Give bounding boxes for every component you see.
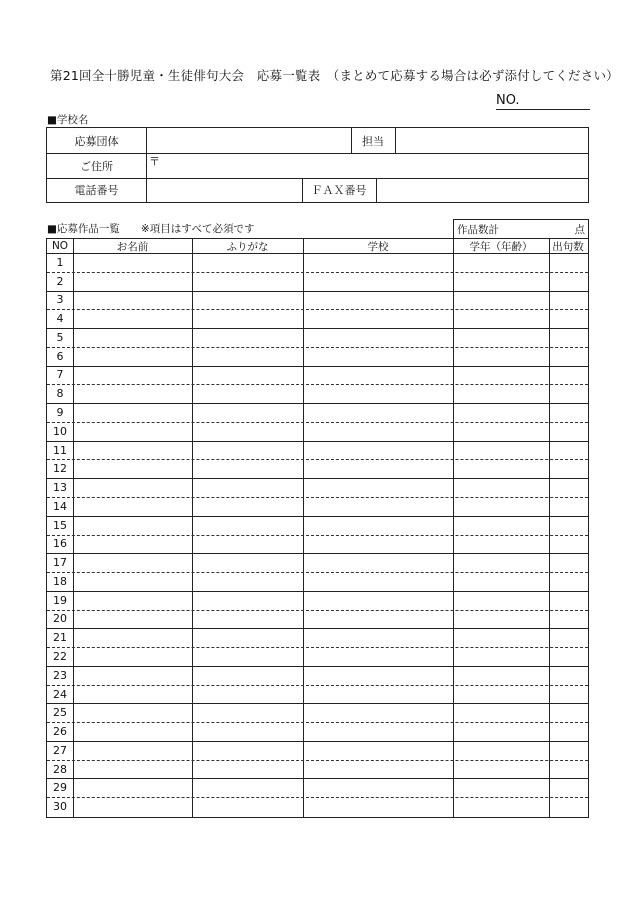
row-divider [47, 685, 588, 686]
col-divider [453, 239, 454, 817]
row-number: 26 [53, 725, 67, 739]
postal-mark: 〒 [149, 155, 160, 168]
row-number: 14 [53, 499, 67, 513]
contact-label: 担当 [362, 134, 384, 148]
row-divider [47, 384, 588, 385]
row-divider [47, 422, 588, 423]
row-number: 10 [53, 424, 67, 438]
row-number: 22 [53, 649, 67, 663]
col-divider [192, 239, 193, 817]
row-divider [47, 535, 588, 536]
row-number: 5 [56, 330, 64, 344]
row-divider [47, 553, 588, 554]
row-number: 27 [53, 743, 67, 757]
col-divider [73, 239, 74, 817]
row-number: 1 [56, 255, 64, 269]
row-number: 16 [53, 537, 67, 551]
row-divider [47, 441, 588, 442]
row-divider [47, 328, 588, 329]
row-divider [47, 647, 588, 648]
row-number: 7 [56, 368, 64, 382]
row-divider [47, 778, 588, 779]
row-number: 29 [53, 781, 67, 795]
row-number: 15 [53, 518, 67, 532]
row-number: 17 [53, 556, 67, 570]
row-divider [47, 760, 588, 761]
fax-label: ＦＡＸ番号 [311, 184, 367, 197]
row-number: 6 [56, 349, 64, 363]
row-number: 18 [53, 574, 67, 588]
row-divider [47, 572, 588, 573]
row-divider [47, 703, 588, 704]
work-count-label: 作品数計 [457, 224, 499, 236]
row-number: 24 [53, 687, 67, 701]
column-header-no: NO [51, 240, 69, 252]
col-divider [303, 239, 304, 817]
row-number: 4 [56, 312, 64, 326]
entries-table [46, 238, 589, 818]
phone-label: 電話番号 [74, 184, 119, 197]
row-divider [47, 666, 588, 667]
fax-field[interactable] [377, 178, 587, 202]
row-number: 2 [56, 274, 64, 288]
column-header-furigana: ふりがな [226, 240, 269, 253]
column-header-count: 出句数 [552, 240, 584, 253]
row-divider [47, 741, 588, 742]
row-divider [47, 272, 588, 273]
column-header-grade: 学年（年齢） [469, 240, 533, 253]
page-title: 第21回全十勝児童・生徒俳句大会 応募一覧表 （まとめて応募する場合は必ず添付してください） [50, 68, 619, 83]
row-number: 3 [56, 293, 64, 307]
group-field[interactable] [147, 128, 351, 153]
work-count-box[interactable] [453, 219, 589, 238]
row-divider [47, 366, 588, 367]
row-divider [47, 403, 588, 404]
address-field[interactable] [147, 153, 587, 178]
row-divider [47, 591, 588, 592]
row-number: 8 [56, 387, 64, 401]
row-number: 30 [53, 800, 67, 814]
row-divider [47, 459, 588, 460]
row-divider [47, 516, 588, 517]
row-number: 28 [53, 762, 67, 776]
work-count-unit: 点 [574, 224, 585, 236]
row-number: 11 [53, 443, 67, 457]
row-number: 19 [53, 593, 67, 607]
group-label: 応募団体 [74, 134, 119, 148]
row-number: 13 [53, 481, 67, 495]
form-number-label: NO. [496, 93, 590, 110]
row-number: 25 [53, 706, 67, 720]
school-info-table [46, 127, 589, 203]
row-divider [47, 722, 588, 723]
address-label: ご住所 [80, 159, 113, 173]
row-divider [47, 797, 588, 798]
row-number: 20 [53, 612, 67, 626]
phone-field[interactable] [147, 178, 302, 202]
entries-section-heading: ■応募作品一覧 ※項目はすべて必須です [47, 223, 255, 235]
contact-field[interactable] [396, 128, 588, 153]
row-divider [47, 610, 588, 611]
col-divider [549, 239, 550, 817]
row-divider [47, 347, 588, 348]
column-header-school: 学校 [367, 240, 389, 253]
column-header-name: お名前 [116, 240, 149, 253]
row-number: 9 [56, 406, 64, 419]
row-number: 12 [53, 462, 67, 476]
row-divider [47, 309, 588, 310]
row-divider [47, 478, 588, 479]
row-divider [47, 497, 588, 498]
row-divider [47, 291, 588, 292]
school-section-heading: ■学校名 [47, 114, 89, 126]
row-number: 21 [53, 631, 67, 645]
row-divider [47, 628, 588, 629]
row-number: 23 [53, 668, 67, 682]
header-divider [47, 253, 588, 254]
